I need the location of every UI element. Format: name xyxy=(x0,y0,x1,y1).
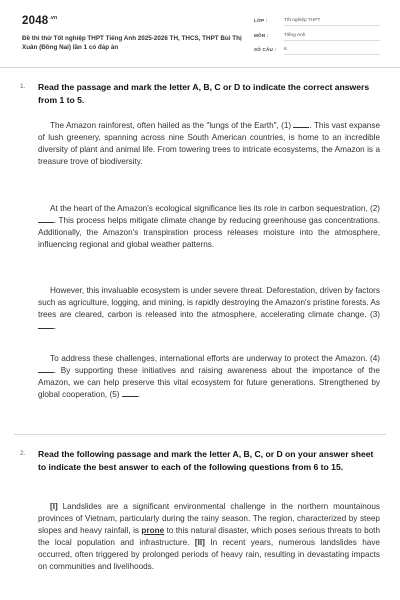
blank-4[interactable] xyxy=(38,366,54,373)
blank-1[interactable] xyxy=(293,121,309,128)
section-divider xyxy=(14,434,386,435)
marker-2: [II] xyxy=(194,538,205,548)
question-1-number: 1. xyxy=(20,83,26,90)
question-1-instruction: Read the passage and mark the letter A, B, C or D to indicate the correct answers from 1 to 5. xyxy=(38,82,370,105)
header xyxy=(0,0,400,68)
question-2-instruction: Read the following passage and mark the letter A, B, C, or D on your answer sheet to indicate the best answer to each of the following questions from 6 to 15. xyxy=(38,449,374,472)
question-1-paragraph-1: The Amazon rainforest, often hailed as the "lungs of the Earth", (1) . This vast expanse of lush greenery, spanning across nine South American countries, is home to an incredible diversity of plant and animal life. From towering trees to intricate ecosystems, the Amazon is a treasure trove of biodiversity. xyxy=(38,121,381,167)
underlined-word: prone xyxy=(141,526,165,536)
question-1-paragraph-2: At the heart of the Amazon's ecological significance lies its role in carbon sequestration, (2) . This process helps mitigate climate change by reducing greenhouse gas concentrations. Additionally, the Amazon's transpiration process releases moisture into the atmosphere, influencing regional and global weather patterns. xyxy=(38,204,380,250)
blank-5[interactable] xyxy=(122,390,138,397)
exam-title: Đề thi thử Tốt nghiệp THPT Tiếng Anh 2025-2026 TH, THCS, THPT Bùi Thị Xuân (Đồng Nai) lần 1 có đáp án xyxy=(22,35,242,51)
blank-2[interactable] xyxy=(38,216,54,223)
question-1-paragraph-4: To address these challenges, international efforts are underway to protect the Amazon. (4) . By supporting these initiatives and raising awareness about the importance of the Amazon, we can help preserve this vital ecosystem for future generations. Strengthened by global cooperation, (5) . xyxy=(38,354,380,400)
meta-question-count: SỐ CÂU : 6 xyxy=(254,46,380,58)
meta-class: LỚP : Tốt nghiệp THPT xyxy=(254,17,380,29)
meta-subject: MÔN : Tiếng Anh xyxy=(254,32,380,44)
question-1-paragraph-3: However, this invaluable ecosystem is under severe threat. Deforestation, driven by factors such as agriculture, logging, and mining, is rapidly destroying the Amazon's pristine forests. As trees are cleared, carbon is released into the atmosphere, accelerating climate change. (3) . xyxy=(38,286,380,332)
site-logo[interactable]: $2048^{.vn}$ xyxy=(22,15,58,27)
blank-3[interactable] xyxy=(38,322,54,329)
question-2-number: 2. xyxy=(20,450,26,457)
question-2-paragraph-1: [I] Landslides are a significant environmental challenge in the northern mountainous provinces of Vietnam, particularly during the rainy season. The region, characterized by steep slopes and heavy rainfall, is prone to this natural disaster, which poses serious threats to both the local population and infrastructure. [II] In recent years, numerous landslides have occurred, often triggered by prolonged periods of heavy rain, resulting in devastating impacts on communities and livelihoods. xyxy=(38,502,381,572)
marker-1: [I] xyxy=(50,502,58,511)
